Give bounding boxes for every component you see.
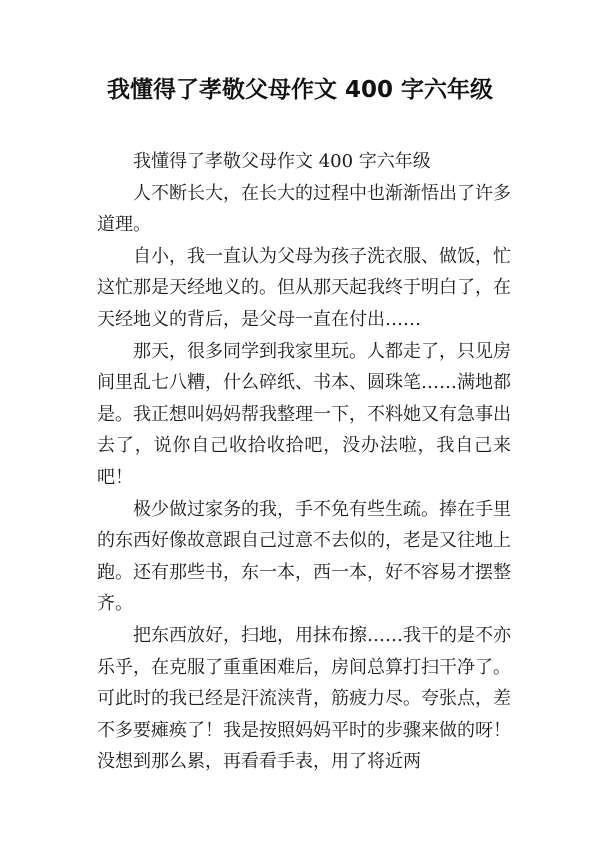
document-body bbox=[97, 146, 511, 778]
paragraph: 人不断长大，在长大的过程中也渐渐悟出了许多道理。 bbox=[97, 182, 511, 236]
paragraph-subtitle: 我懂得了孝敬父母作文 400 字六年级 bbox=[133, 151, 431, 172]
paragraph: 那天，很多同学到我家里玩。人都走了，只见房间里乱七八糟，什么碎纸、书本、圆珠笔……满地都是。我正想叫妈妈帮我整理一下，不料她又有急事出去了，说你自己收拾收拾吧，没办法啦，我自己来吧！ bbox=[97, 340, 511, 488]
paragraph: 自小，我一直认为父母为孩子洗衣服、做饭，忙这忙那是天经地义的。但从那天起我终于明白了，在天经地义的背后，是父母一直在付出…… bbox=[97, 245, 511, 330]
paragraph: 把东西放好，扫地，用抹布擦……我干的是不亦乐乎，在克服了重重困难后，房间总算打扫干净了。可此时的我已经是汗流浃背，筋疲力尽。夸张点，差不多要瘫痪了！我是按照妈妈平时的步骤来做的呀！没想到那么累，再看看手表，用了将近两 bbox=[97, 624, 511, 773]
document-title: 我懂得了孝敬父母作文 400 字六年级 bbox=[106, 77, 494, 103]
paragraph: 极少做过家务的我，手不免有些生疏。捧在手里的东西好像故意跟自己过意不去似的，老是又往地上跑。还有那些书，东一本，西一本，好不容易才摆整齐。 bbox=[97, 498, 511, 615]
